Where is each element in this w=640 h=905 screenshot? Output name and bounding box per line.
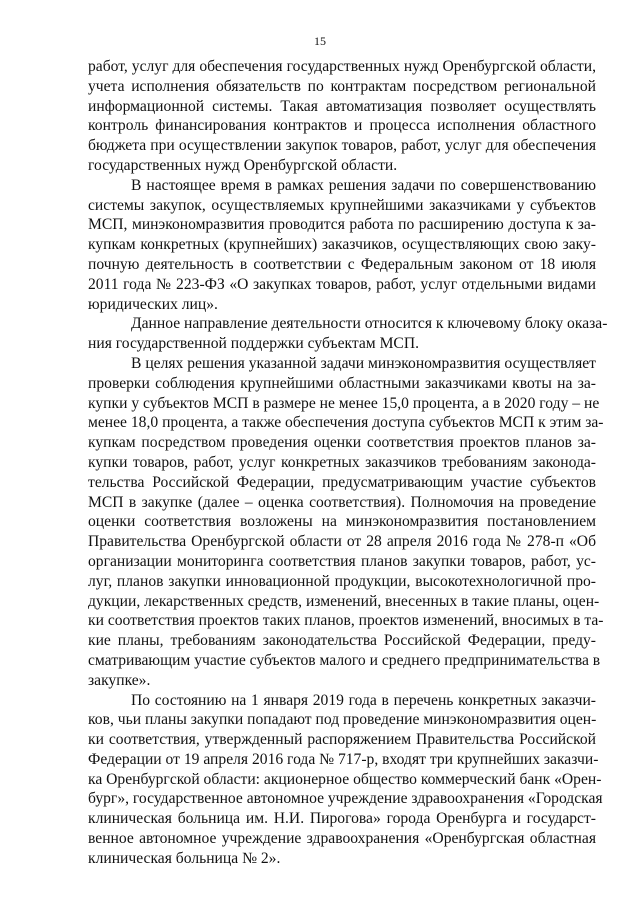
text-line: работ, услуг для обеспечения государственных нужд Оренбургской области, bbox=[88, 58, 596, 75]
text-line: информационной системы. Такая автоматизация позволяет осуществлять bbox=[88, 97, 596, 115]
text-line: Правительства Оренбургской области от 28 апреля 2016 года № 278-п «Об bbox=[88, 533, 596, 551]
text-line: тельства Российской Федерации, предусматривающим участие субъектов bbox=[88, 473, 596, 491]
document-body bbox=[88, 57, 608, 869]
text-line: купки у субъектов МСП в размере не менее 15,0 процента, а в 2020 году – не bbox=[88, 394, 600, 412]
paragraph-first-line: Данное направление деятельности относится к ключевому блоку оказа- bbox=[131, 315, 608, 333]
text-line: бюджета при осуществлении закупок товаров, работ, услуг для обеспечения bbox=[88, 137, 596, 155]
text-line: ка Оренбургской области: акционерное общество коммерческий банк «Орен- bbox=[88, 770, 602, 788]
text-line: 2011 года № 223-ФЗ «О закупках товаров, работ, услуг отдельными видами bbox=[88, 275, 596, 293]
text-line: организации мониторинга соответствия планов закупки товаров, работ, ус- bbox=[88, 552, 596, 570]
text-line: купкам посредством проведения оценки соответствия проектов планов за- bbox=[88, 434, 596, 452]
text-line: луг, планов закупки инновационной продукции, высокотехнологичной про- bbox=[88, 572, 596, 590]
text-line: учета исполнения обязательств по контрактам посредством региональной bbox=[88, 77, 596, 95]
text-line: дукции, лекарственных средств, изменений, внесенных в такие планы, оцен- bbox=[88, 592, 600, 610]
paragraph-first-line: В целях решения указанной задачи минэкономразвития осуществляет bbox=[131, 354, 596, 372]
paragraph-first-line: По состоянию на 1 января 2019 года в перечень конкретных заказчи- bbox=[131, 691, 596, 709]
text-line: ния государственной поддержки субъектам МСП. bbox=[88, 335, 419, 353]
text-line: венное автономное учреждение здравоохранения «Оренбургская областная bbox=[88, 830, 596, 848]
text-line: ков, чьи планы закупки попадают под проведение минэкономразвития оцен- bbox=[88, 711, 597, 729]
text-line: оценки соответствия возложены на минэкономразвития постановлением bbox=[88, 513, 596, 531]
text-line: закупке». bbox=[88, 671, 151, 689]
text-line: бург», государственное автономное учреждение здравоохранения «Городская bbox=[88, 790, 603, 808]
text-line: сматривающим участие субъектов малого и среднего предпринимательства в bbox=[88, 651, 601, 669]
text-line: системы закупок, осуществляемых крупнейшими заказчиками у субъектов bbox=[88, 196, 596, 214]
text-line: почную деятельность в соответствии с Федеральным законом от 18 июля bbox=[88, 255, 596, 273]
text-line: менее 18,0 процента, а также обеспечения доступа субъектов МСП к этим за- bbox=[88, 414, 604, 432]
page-number: 15 bbox=[314, 34, 326, 48]
text-line: клиническая больница № 2». bbox=[88, 849, 281, 867]
text-line: государственных нужд Оренбургской области. bbox=[88, 156, 398, 174]
text-line: купкам конкретных (крупнейших) заказчиков, осуществляющих свою заку- bbox=[88, 236, 596, 254]
text-line: кие планы, требованиям законодательства Российской Федерации, преду- bbox=[88, 632, 596, 650]
text-line: купки товаров, работ, услуг конкретных заказчиков требованиям законода- bbox=[88, 453, 596, 471]
text-line: ки соответствия проектов таких планов, проектов изменений, вносимых в та- bbox=[88, 612, 604, 630]
text-line: МСП, минэкономразвития проводится работа по расширению доступа к за- bbox=[88, 216, 596, 234]
text-line: контроль финансирования контрактов и процесса исполнения областного bbox=[88, 117, 596, 135]
text-line: МСП в закупке (далее – оценка соответствия). Полномочия на проведение bbox=[88, 493, 596, 511]
text-line: ки соответствия, утвержденный распоряжением Правительства Российской bbox=[88, 731, 596, 749]
text-line: клиническая больница им. Н.И. Пирогова» города Оренбурга и государст- bbox=[88, 810, 596, 828]
text-line: юридических лиц». bbox=[88, 295, 218, 313]
text-line: проверки соблюдения крупнейшими областными заказчиками квоты на за- bbox=[88, 374, 596, 392]
text-line: Федерации от 19 апреля 2016 года № 717-р, входят три крупнейших заказчи- bbox=[88, 750, 599, 768]
paragraph-first-line: В настоящее время в рамках решения задачи по совершенствованию bbox=[131, 176, 596, 194]
